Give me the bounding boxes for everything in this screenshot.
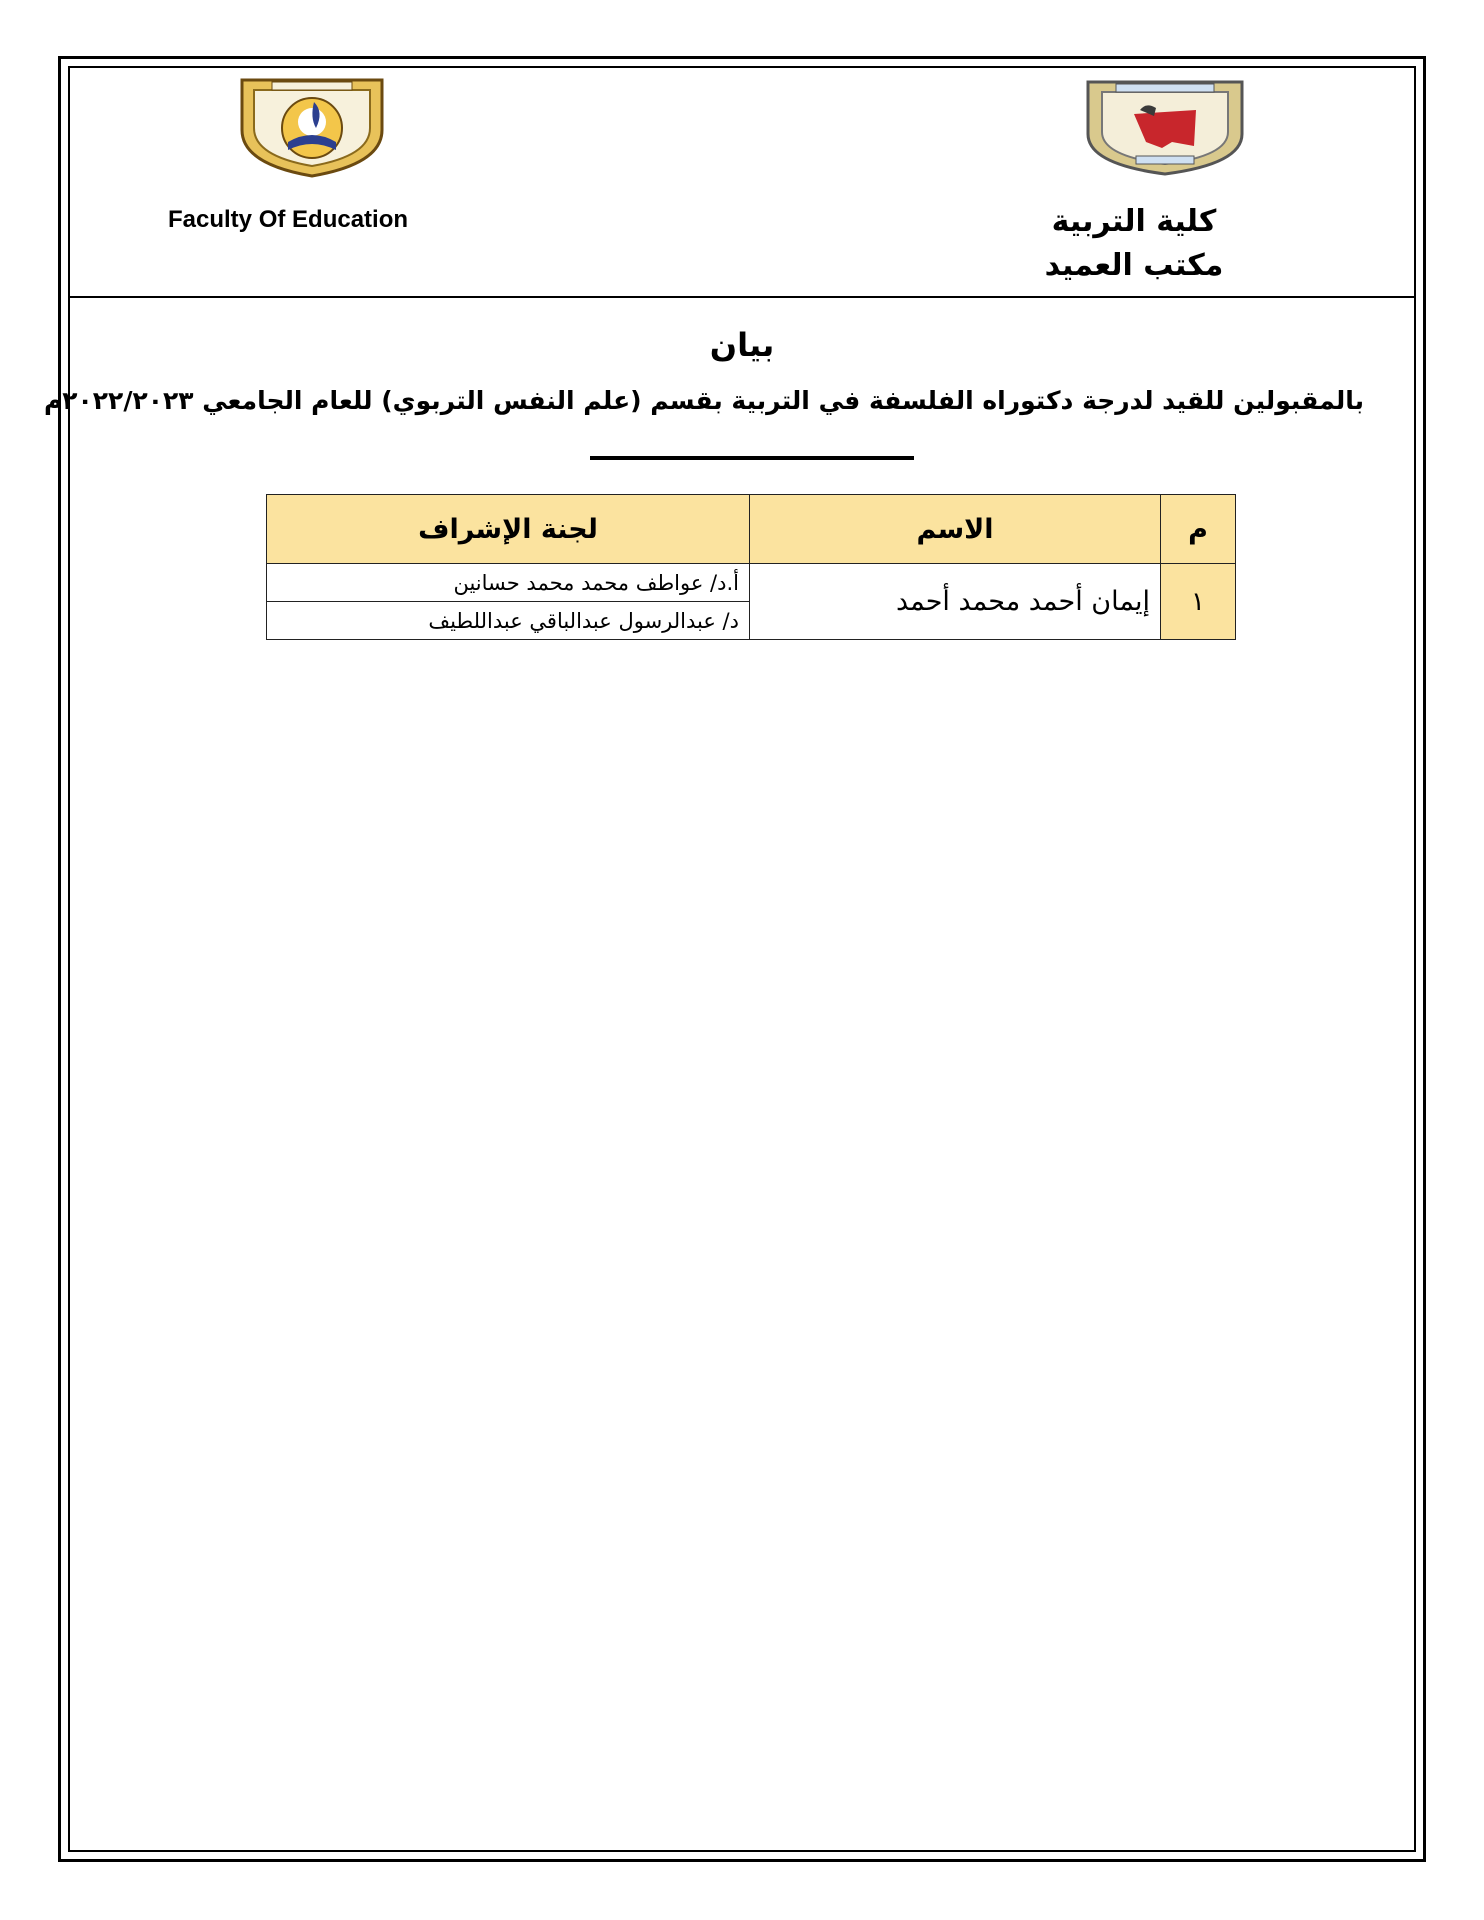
faculty-name-arabic-block bbox=[1014, 200, 1254, 288]
admitted-students-table bbox=[266, 494, 1236, 640]
document-title: بيان bbox=[709, 326, 775, 364]
column-header-name: الاسم bbox=[750, 495, 1161, 564]
faculty-name-english: Faculty Of Education bbox=[168, 206, 409, 233]
supervisor-name: أ.د/ عواطف محمد محمد حسانين bbox=[267, 564, 750, 602]
header-divider bbox=[68, 296, 1416, 298]
supervisor-name: د/ عبدالرسول عبدالباقي عبداللطيف bbox=[267, 602, 750, 640]
row-number: ١ bbox=[1161, 564, 1236, 640]
dean-office-label: مكتب العميد bbox=[1044, 248, 1224, 283]
student-name: إيمان أحمد محمد أحمد bbox=[750, 564, 1161, 640]
table-row bbox=[267, 564, 1236, 602]
column-header-number: م bbox=[1161, 495, 1236, 564]
faculty-name-arabic: كلية التربية bbox=[1051, 204, 1217, 239]
table-header-row bbox=[267, 495, 1236, 564]
faculty-emblem-icon bbox=[232, 72, 392, 178]
column-header-committee: لجنة الإشراف bbox=[267, 495, 750, 564]
title-underline bbox=[590, 456, 914, 460]
document-subtitle: بالمقبولين للقيد لدرجة دكتوراه الفلسفة في التربية بقسم (علم النفس التربوي) للعام الجامعي ٢٠٢٢/٢٠٢٣م bbox=[43, 386, 1364, 415]
university-emblem-icon bbox=[1076, 76, 1254, 176]
